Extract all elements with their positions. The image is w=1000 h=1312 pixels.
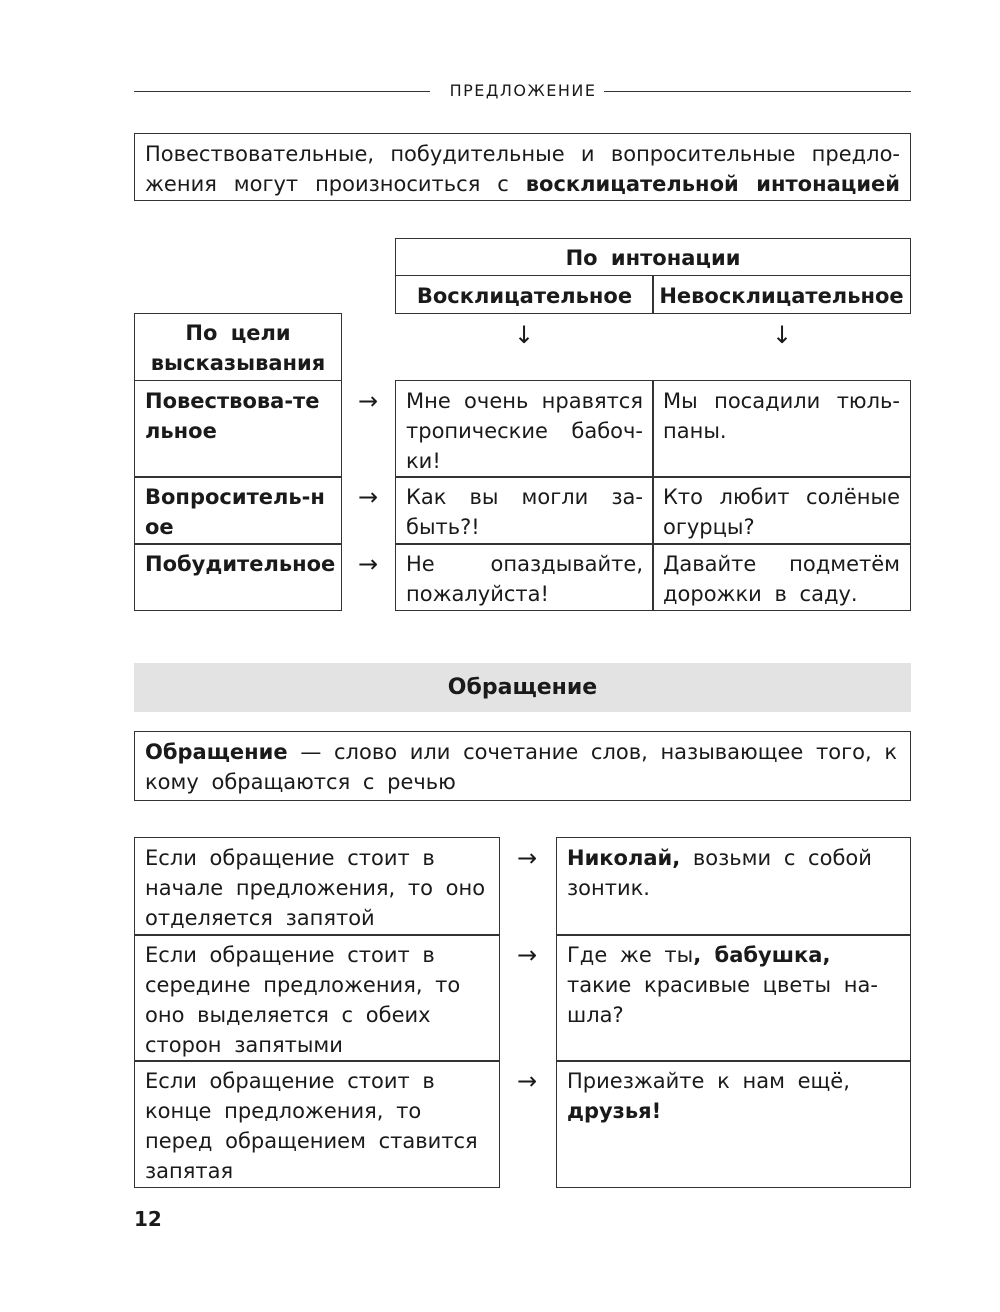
exclamatory-cell-row-1: Мне очень нравятся тропические бабоч-ки!: [395, 380, 654, 478]
purpose-row-interrogative: Вопроситель-ное: [134, 476, 342, 545]
page-number: 12: [134, 1207, 162, 1231]
rule-arrow-3: →: [516, 1067, 538, 1095]
purpose-row-declarative: Повествова-тельное: [134, 380, 342, 478]
header-rule-left: [134, 91, 430, 92]
non-exclamatory-cell-row-1: Мы посадили тюль-паны.: [652, 380, 911, 478]
purpose-row-imperative: Побудительное: [134, 543, 342, 611]
rule-arrow-2: →: [516, 941, 538, 969]
rule-arrow-1: →: [516, 844, 538, 872]
right-arrow-row-3: →: [357, 550, 379, 578]
intro-line-1: Повествовательные, побудительные и вопросительные предло-: [145, 142, 900, 166]
intro-text-plain: жения могут произноситься с: [145, 172, 526, 196]
example-2-before: Где же ты: [567, 943, 694, 967]
example-1-after: возьми с собой зонтик.: [567, 846, 872, 900]
example-cell-3: [556, 1060, 911, 1188]
section-title-address: Обращение: [134, 663, 911, 712]
purpose-header: По цели высказывания: [134, 313, 342, 381]
right-arrow-row-1: →: [357, 387, 379, 415]
non-exclamatory-cell-row-3: Давайте подметём дорожки в саду.: [652, 543, 911, 611]
exclamatory-cell-row-3: Не опаздывайте, пожалуйста!: [395, 543, 654, 611]
example-1-address: Николай,: [567, 846, 681, 870]
example-3-before: Приезжайте к нам ещё,: [567, 1069, 850, 1093]
example-cell-2: [556, 934, 911, 1062]
down-arrow-non-exclamatory: ↓: [771, 321, 793, 349]
intro-box: [134, 133, 911, 201]
running-title: ПРЕДЛОЖЕНИЕ: [449, 81, 597, 100]
header-rule-right: [604, 91, 911, 92]
rule-cell-3: Если обращение стоит в конце предложения, то перед обращением ставится запятая: [134, 1060, 500, 1188]
col-non-exclamatory-header: Невосклицательное: [652, 275, 911, 314]
col-exclamatory-header: Восклицательное: [395, 275, 654, 314]
right-arrow-row-2: →: [357, 483, 379, 511]
example-cell-1: [556, 837, 911, 936]
rule-cell-2: Если обращение стоит в середине предложения, то оно выделяется с обеих сторон запятыми: [134, 934, 500, 1062]
intonation-group-header: По интонации: [395, 238, 911, 276]
non-exclamatory-cell-row-2: Кто любит солёные огурцы?: [652, 476, 911, 545]
down-arrow-exclamatory: ↓: [513, 321, 535, 349]
intro-line-2: [145, 169, 900, 199]
example-2-address: , бабушка,: [693, 943, 831, 967]
intro-text-bold: восклицательной интонацией: [525, 172, 900, 196]
example-2-after: такие красивые цветы на-шла?: [567, 973, 878, 1027]
example-3-address: друзья!: [567, 1099, 662, 1123]
exclamatory-cell-row-2: Как вы могли за-быть?!: [395, 476, 654, 545]
definition-text: — слово или сочетание слов, называющее того, к кому обращаются с речью: [145, 740, 898, 794]
address-definition-box: [134, 731, 911, 801]
definition-term: Обращение: [145, 740, 288, 764]
rule-cell-1: Если обращение стоит в начале предложения, то оно отделяется запятой: [134, 837, 500, 936]
